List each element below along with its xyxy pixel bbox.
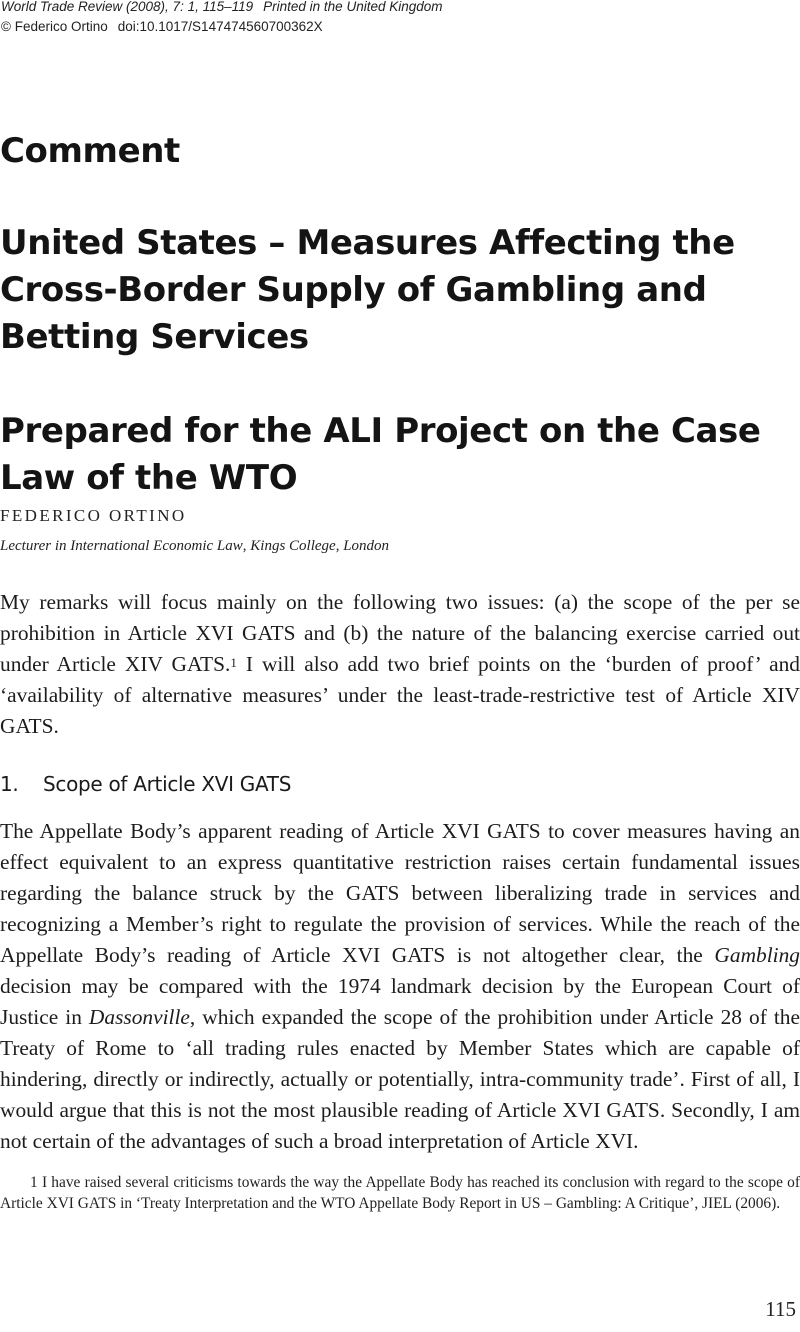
case-name-dassonville: Dassonville	[88, 1005, 190, 1029]
footnote-number: 1	[30, 1174, 38, 1191]
copyright-line	[1, 17, 443, 37]
section-title: Scope of Article XVI GATS	[43, 772, 292, 796]
footnote-text: I have raised several criticisms towards the way the Appellate Body has reached its conclusion with regard to the scope of Article XVI GATS in ‘Treaty Interpretation and the WTO Appellate Body Report in US – Gambling: A Critique’, JIEL (2006).	[0, 1174, 800, 1212]
project-title: Prepared for the ALI Project on the Case Law of the WTO	[0, 411, 761, 498]
section-heading	[0, 772, 291, 796]
intro-text: My remarks will focus mainly on the following two issues: (a) the scope of the per se prohibition in Article XVI GATS and (b) the nature of the balancing exercise carried out under Article XIV GATS.	[0, 590, 800, 676]
journal-citation-line	[1, 0, 443, 17]
journal-citation: World Trade Review (2008), 7: 1, 115–119	[1, 0, 254, 14]
body-paragraph	[0, 816, 800, 1157]
running-header	[1, 0, 443, 37]
body-text: The Appellate Body’s apparent reading of Article XVI GATS to cover measures having an effect equivalent to an express quantitative restriction raises certain fundamental issues regarding the balance struck by the GATS between liberalizing trade in services and recognizing a Member’s right to regulate the provision of services. While the reach of the Appellate Body’s reading of Article XVI GATS is not altogether clear, the	[0, 819, 800, 967]
article-type-heading: Comment	[0, 131, 180, 171]
printed-location: Printed in the United Kingdom	[263, 0, 443, 14]
copyright-notice: © Federico Ortino	[1, 19, 108, 34]
body-text: , which expanded the scope of the prohibition under Article 28 of the Treaty of Rome to ‘all trading rules enacted by Member States which are capable of hindering, directly or indirectly, actually or potentially, intra-community trade’. First of all, I would argue that this is not the most plausible reading of Article XVI GATS. Secondly, I am not certain of the advantages of such a broad interpretation of Article XVI.	[0, 1005, 800, 1153]
affiliation-institution: Kings College	[250, 538, 336, 554]
footnote	[0, 1173, 800, 1214]
affiliation-role: Lecturer in International Economic Law	[0, 538, 243, 554]
intro-paragraph	[0, 587, 800, 742]
case-name-gambling: Gambling	[714, 943, 800, 967]
affiliation-city: London	[343, 538, 390, 554]
body-text: decision may be compared with the 1974 landmark decision by the European Court of Justice in	[0, 974, 800, 1029]
doi: doi:10.1017/S147474560700362X	[117, 19, 323, 34]
page-number: 115	[765, 1297, 796, 1321]
footnote-ref[interactable]: 1	[230, 655, 237, 670]
case-title: United States – Measures Affecting the Cross-Border Supply of Gambling and Betting Services	[0, 223, 735, 357]
title-block	[0, 128, 800, 502]
author-affiliation: Lecturer in International Economic Law, Kings College, London	[0, 538, 390, 554]
section-number: 1.	[0, 772, 19, 796]
intro-text-continued: I will also add two brief points on the ‘burden of proof’ and ‘availability of alternative measures’ under the least-trade-restrictive test of Article XIV GATS.	[0, 652, 800, 738]
author-name: FEDERICO ORTINO	[0, 506, 187, 525]
